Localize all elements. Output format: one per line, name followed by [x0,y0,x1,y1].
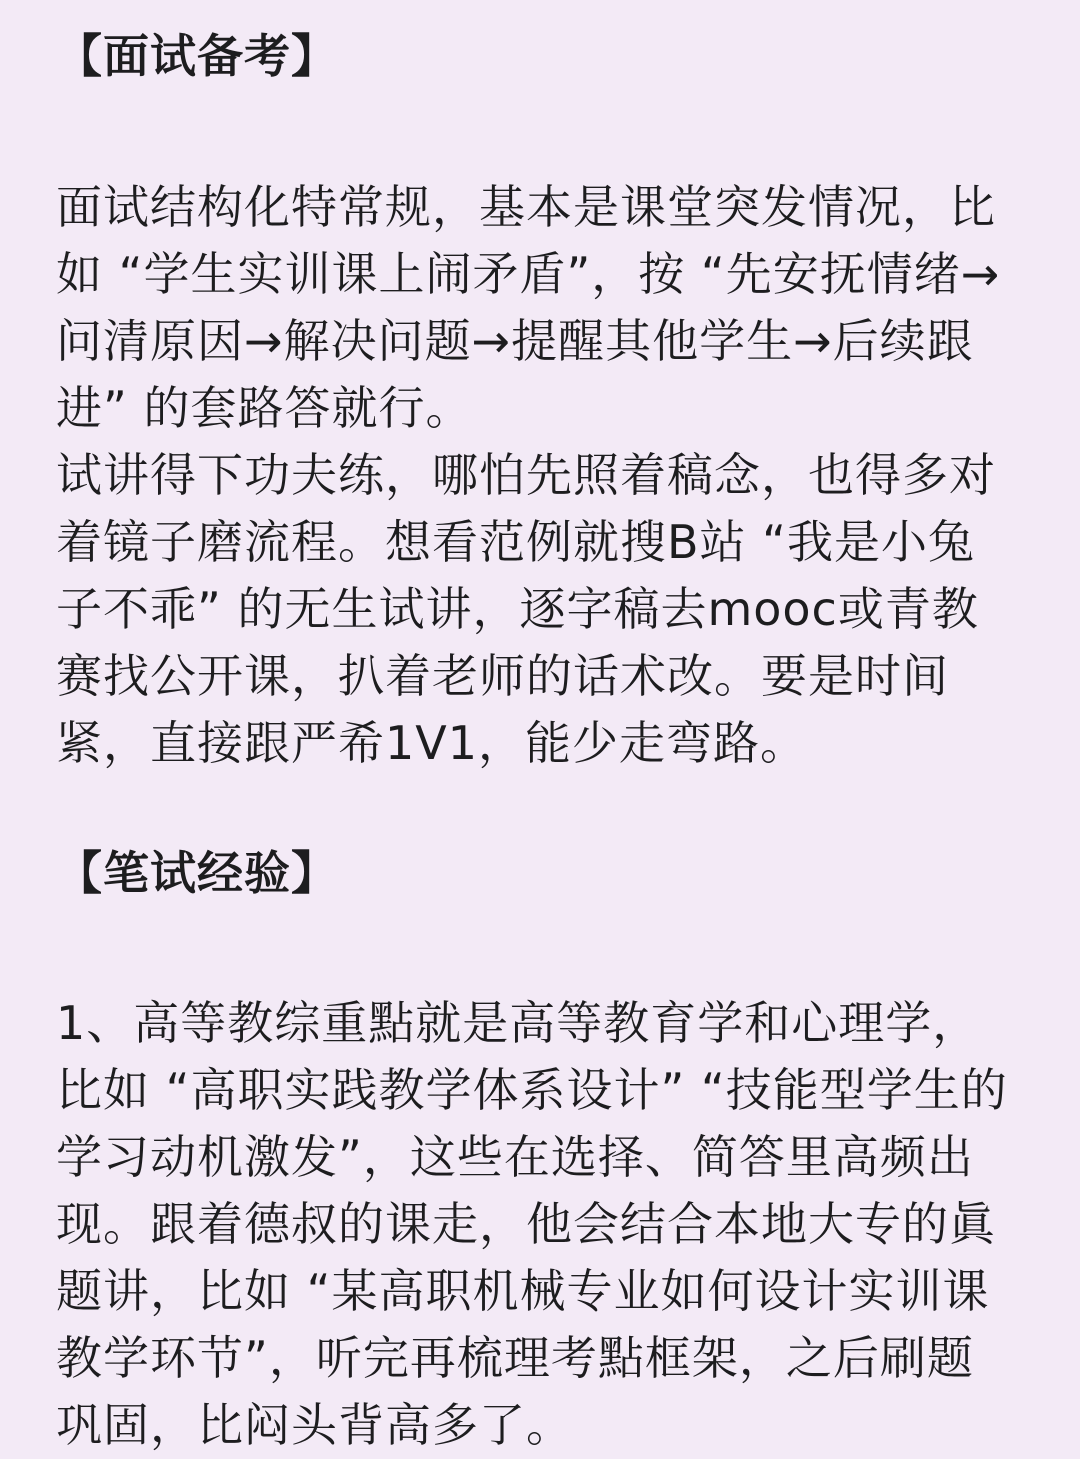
interview-prep-heading: 【面试备考】 [56,29,338,83]
written-exam-heading: 【笔试经验】 [56,845,338,900]
written-exam-paragraph: 1、高等教综重點就是高等教育学和心理学，比如 “高职实践教学体系设计” “技能型学生的学习动机激发”，这些在选择、简答里高频出现。跟着德叔的课走，他会结合本地大专的眞题讲，比如 “某高职机械专业如何设计实训课教学环节”，听完再梳理考點框架，之后刷题巩固，比闷头背高多了。 [56,996,1008,1452]
interview-structured-paragraph: 面试结构化特常规，基本是课堂突发情况，比如 “学生实训课上闹矛盾”，按 “先安抚情绪→问清原因→解决问题→提醒其他学生→后续跟进” 的套路答就行。 [56,179,1001,435]
trial-lecture-paragraph: 试讲得下功夫练，哪怕先照着稿念，也得多对着镜子磨流程。想看范例就搜B站 “我是小兔子不乖” 的无生试讲，逐字稿去mooc或青教赛找公开课，扒着老师的话术改。要是时间紧，直接跟严希1V1，能少走弯路。 [56,447,996,770]
